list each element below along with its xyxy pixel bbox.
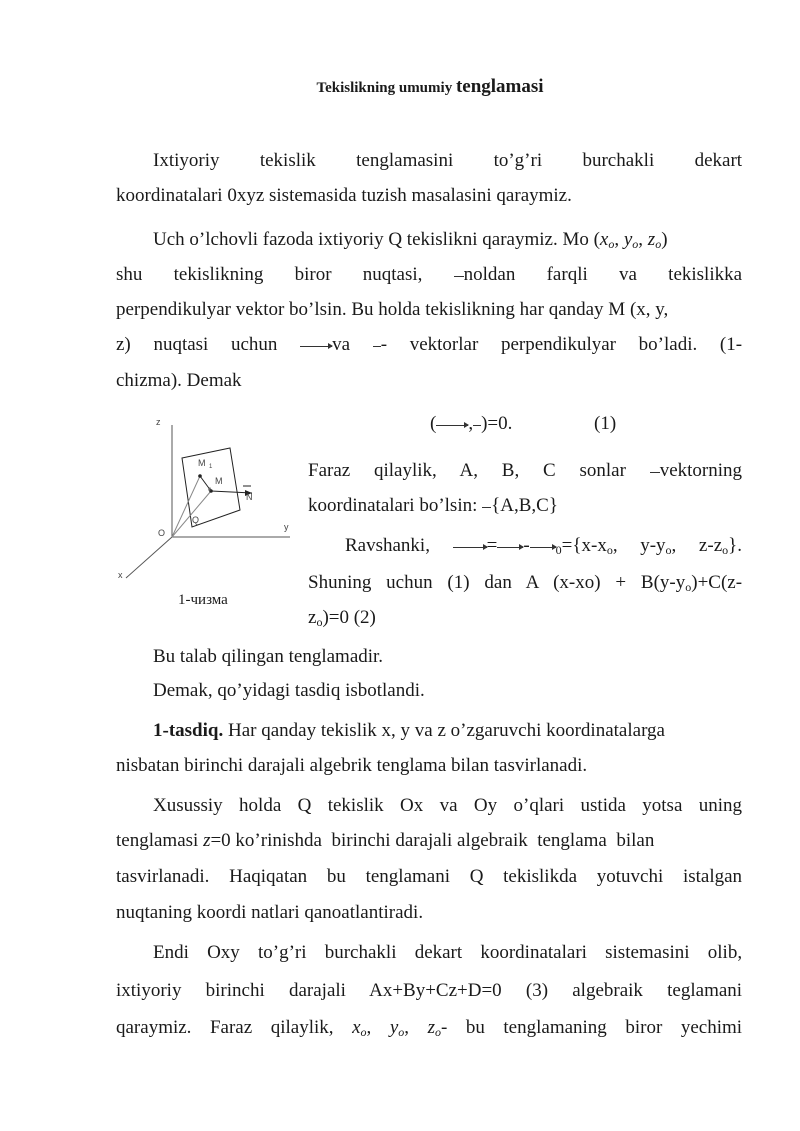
page-title: Tekislikning umumiy tenglamasi bbox=[316, 76, 544, 97]
label-m0: M bbox=[215, 476, 223, 486]
p3: Bu talab qilingan tenglamadir. bbox=[153, 646, 384, 667]
p6-line3: tasvirlanadi. Haqiqatan bu tenglamani Q tekislikda yotuvchi istalgan bbox=[116, 866, 743, 887]
x-axis bbox=[126, 537, 172, 578]
label-x: x bbox=[118, 570, 123, 580]
label-origin: O bbox=[158, 528, 166, 538]
label-z: z bbox=[156, 417, 161, 427]
equation-number: (1) bbox=[594, 413, 617, 434]
p5-line1: 1-tasdiq. Har qanday tekislik x, y va z o’zgaruvchi koordinatalarga bbox=[153, 720, 665, 741]
p6-line4: nuqtaning koordi natlari qanoatlantiradi. bbox=[116, 902, 424, 923]
label-y: y bbox=[284, 522, 289, 532]
p2-line2: shu tekislikning biror nuqtasi, noldan farqli va tekislikka bbox=[116, 264, 743, 285]
p2-line5: chizma). Demak bbox=[116, 370, 242, 391]
tasdiq-label: 1-tasdiq. bbox=[153, 720, 224, 741]
p4: Demak, qo’yidagi tasdiq isbotlandi. bbox=[153, 680, 425, 701]
right-line4: Shuning uchun (1) dan A $(x-xo) + B(y-y_o)+C(z-$ bbox=[308, 572, 743, 594]
point-m bbox=[198, 474, 202, 478]
right-line3: Ravshanki, = - $_0=\{x-x_o$, $y-y_o$, $z-z_o$}. bbox=[345, 535, 743, 557]
p5-line2: nisbatan birinchi darajali algebrik tenglama bilan tasvirlanadi. bbox=[116, 755, 588, 776]
p1-line1: Ixtiyoriy tekislik tenglamasini to’g’ri burchakli dekart bbox=[153, 150, 743, 171]
p7-line1: Endi Oxy to’g’ri burchakli dekart koordinatalari sistemasini olib, bbox=[153, 942, 743, 963]
p2-line3: perpendikulyar vektor bo’lsin. Bu holda tekislikning har qanday M (x, y, bbox=[116, 299, 669, 320]
equation-1: ( , )=0. (1) bbox=[430, 413, 617, 434]
p7-line3: qaraymiz. Faraz qilaylik, $x_o$, $y_o$, $z_o-$ bu tenglamaning biror yechimi bbox=[116, 1017, 743, 1039]
label-q: Q bbox=[192, 515, 200, 525]
right-line1: Faraz qilaylik, A, B, C sonlar vektorning bbox=[308, 460, 743, 481]
p2-line1: Uch o’lchovli fazoda ixtiyoriy Q tekislikni qaraymiz. Mo ($x_o$, $y_o$, $z_o$) bbox=[153, 229, 668, 251]
figure-caption: 1-чизма bbox=[178, 592, 228, 608]
p6-line2: tenglamasi z=0 ko’rinishda birinchi darajali algebraik tenglama bilan bbox=[116, 830, 655, 851]
svg-text:o: o bbox=[208, 487, 212, 493]
p1-line2: koordinatalari 0xyz sistemasida tuzish masalasini qaraymiz. bbox=[116, 185, 572, 206]
svg-text:1: 1 bbox=[209, 464, 213, 470]
p7-line2: ixtiyoriy birinchi darajali Ax+By+Cz+D=0 (3) algebraik teglamani bbox=[116, 980, 743, 1001]
p2-line4: z) nuqtasi uchun va - vektorlar perpendikulyar bo’ladi. (1- bbox=[116, 334, 743, 355]
radius-m0 bbox=[172, 491, 211, 537]
coordinate-figure bbox=[112, 410, 307, 610]
right-line2: koordinatalari bo’lsin: {A,B,C} bbox=[308, 495, 558, 516]
label-m: M bbox=[198, 458, 206, 468]
p6-line1: Xusussiy holda Q tekislik Ox va Oy o’qlari ustida yotsa uning bbox=[153, 795, 743, 816]
right-line5: $z_o)=0$ (2) bbox=[308, 607, 376, 629]
label-n: N bbox=[246, 492, 253, 502]
